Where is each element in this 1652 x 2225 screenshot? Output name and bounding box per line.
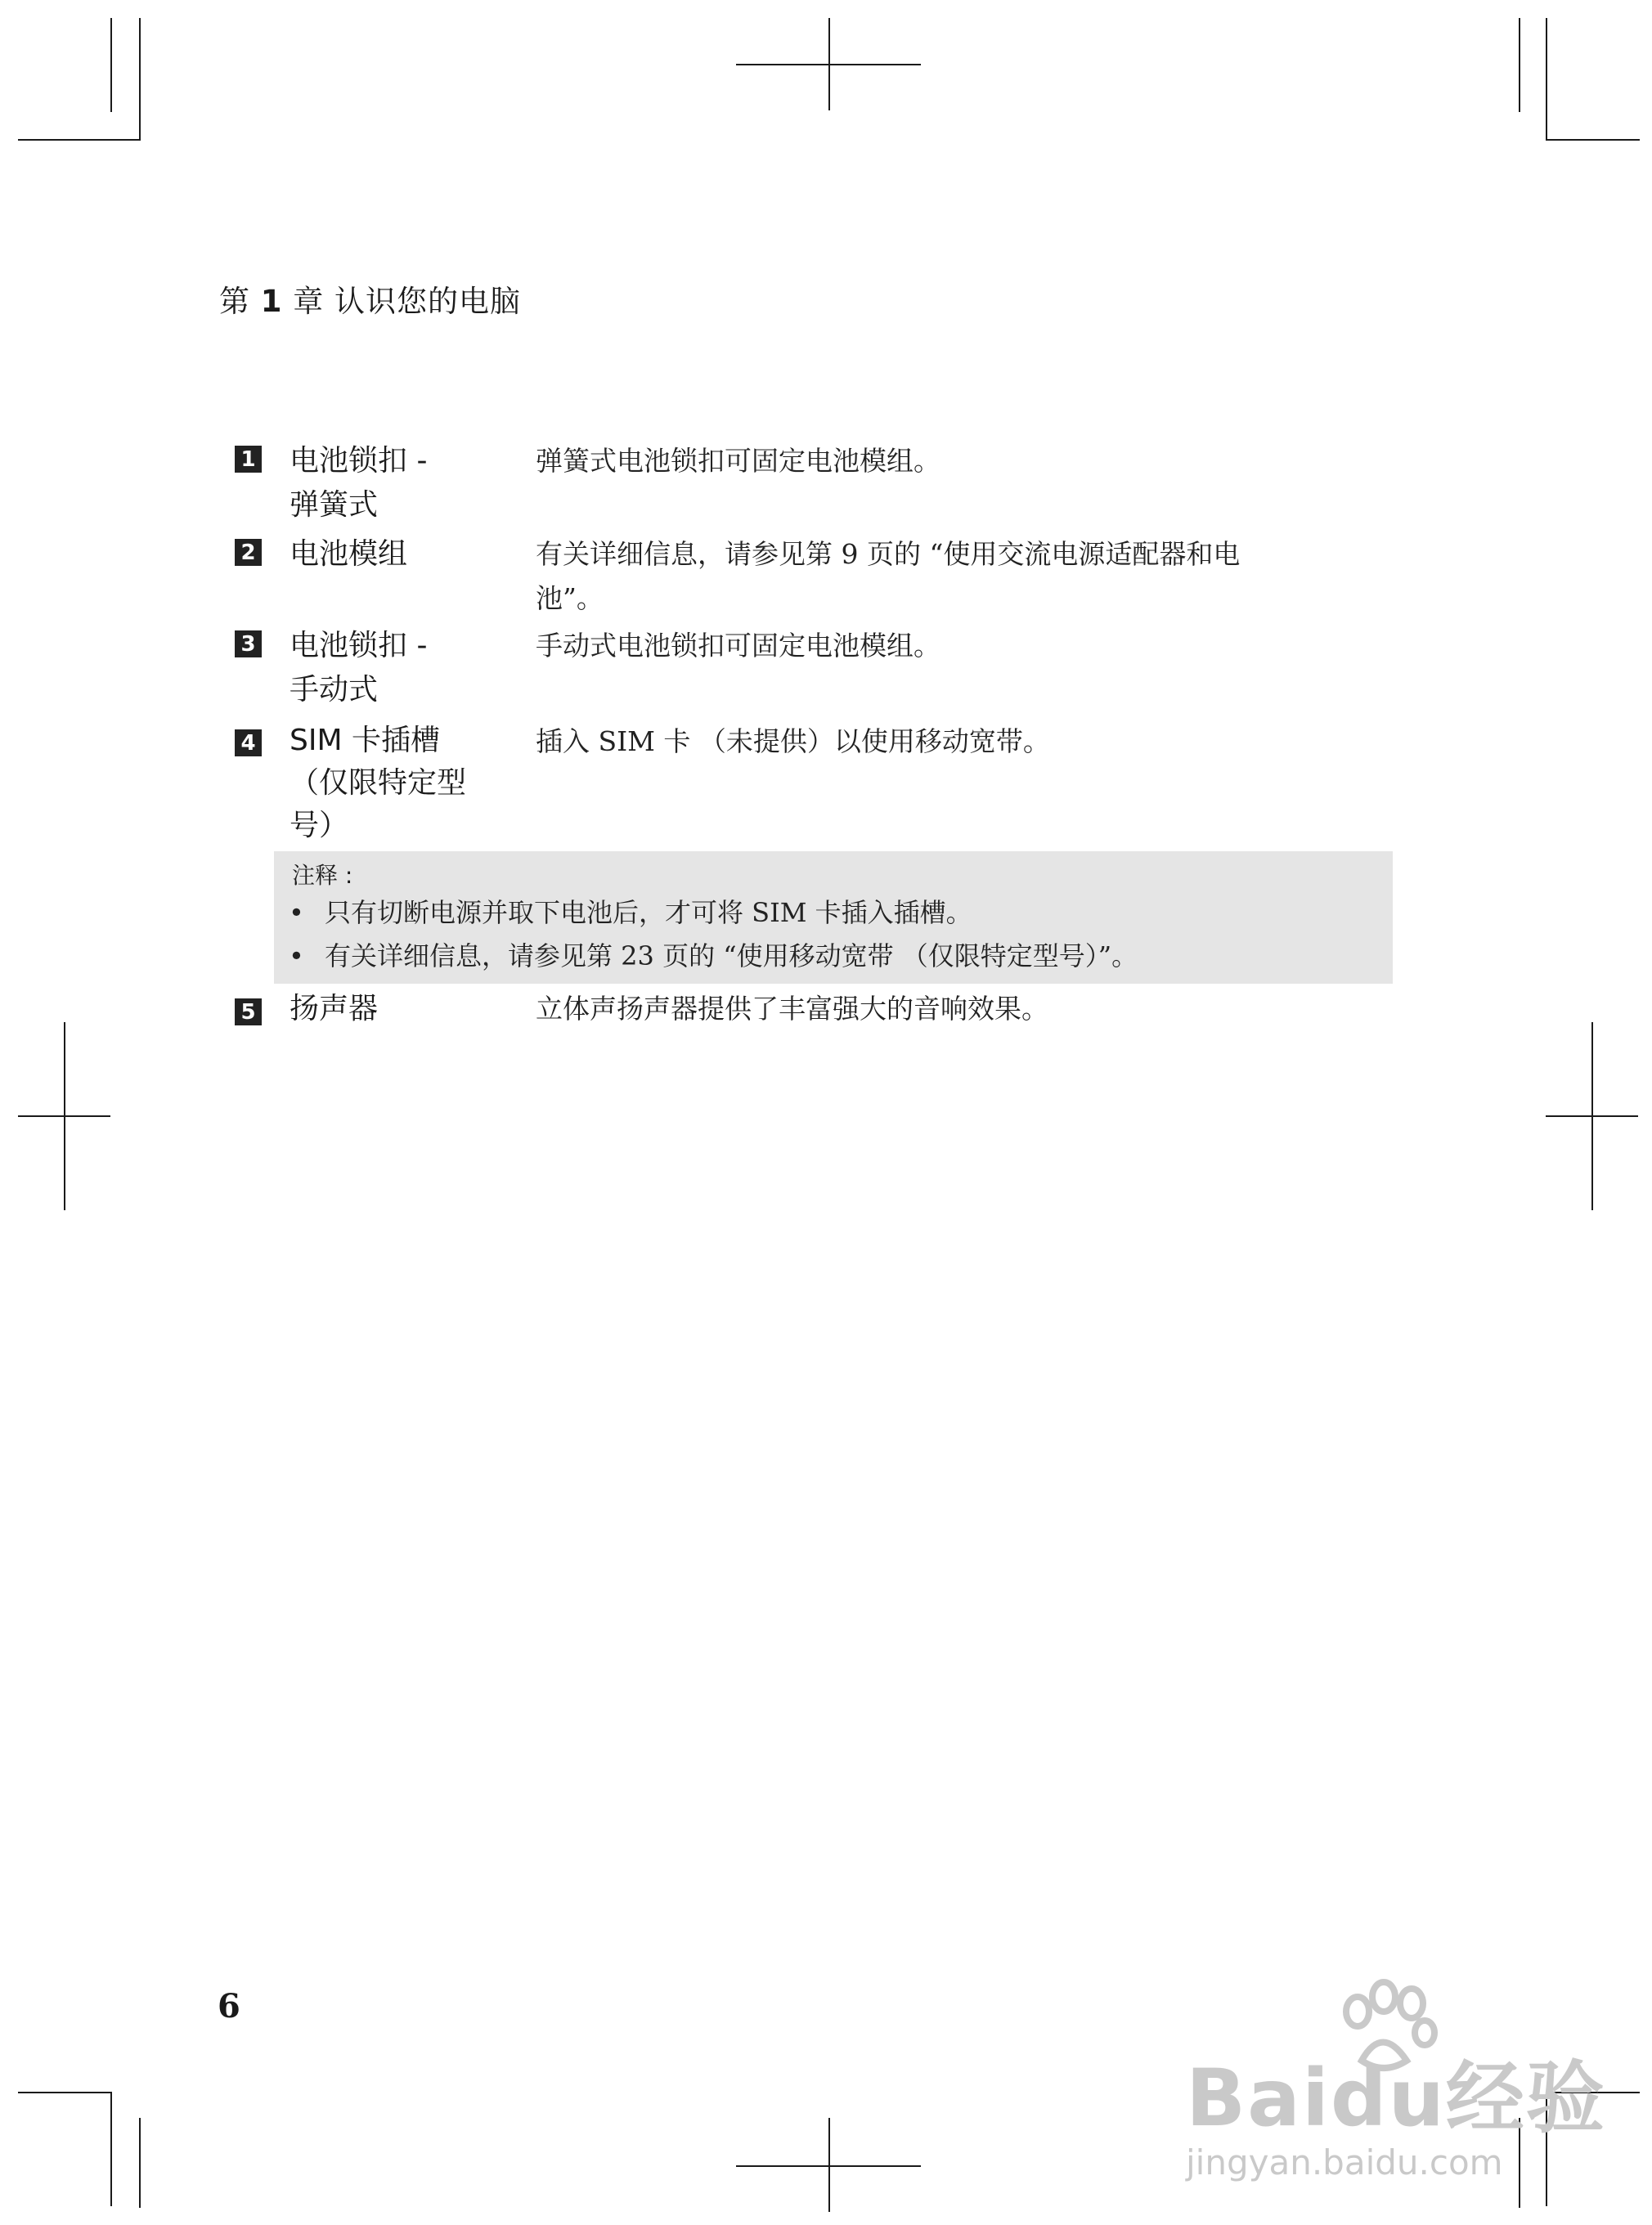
watermark-url: jingyan.baidu.com [1186,2142,1503,2182]
item-description [536,987,1353,1031]
item-description [536,439,1353,483]
crop-mark [18,2092,112,2093]
term-line: 扬声器 [290,992,379,1025]
desc-line: 手动式电池锁扣可固定电池模组。 [536,630,940,662]
note-title: 注释 : [292,862,353,889]
term-line: 弹簧式 [290,488,379,522]
item-number-badge: 3 [235,630,262,657]
item-number-badge: 5 [235,998,262,1025]
bullet-icon: • [289,940,304,971]
desc-line: 有关详细信息，请参见第 9 页的 “使用交流电源适配器和电 [536,538,1241,570]
page-number: 6 [218,1987,240,2025]
crop-mark [110,18,112,112]
watermark-brand: Baidu经验 [1186,2052,1606,2144]
crop-mark [736,64,921,65]
term-line: 电池锁扣 - [290,444,428,478]
term-line: （仅限特定型 [290,766,467,800]
crop-mark [139,2118,141,2208]
note-text: 有关详细信息，请参见第 23 页的 “使用移动宽带 （仅限特定型号）”。 [325,940,1138,971]
item-description [536,532,1353,621]
term-line: 手动式 [290,673,379,707]
crop-mark [736,2165,921,2167]
note-bullet-item [289,892,972,930]
chapter-number: 1 [260,284,283,319]
crop-mark [1546,18,1547,141]
term-line: 电池模组 [290,537,408,571]
item-description [536,720,1353,764]
crop-mark [1519,18,1520,112]
term-line: SIM 卡插槽 [290,724,440,757]
item-number-badge: 4 [235,729,262,756]
note-box [274,851,1393,984]
item-term [290,532,486,576]
watermark [1186,1979,1606,2191]
item-term [290,720,486,847]
note-text: 只有切断电源并取下电池后，才可将 SIM 卡插入插槽。 [325,897,972,928]
item-number-badge: 2 [235,539,262,566]
chapter-heading [219,276,521,321]
desc-line: 弹簧式电池锁扣可固定电池模组。 [536,445,940,477]
crop-mark [1546,139,1640,141]
item-number-badge: 1 [235,446,262,473]
desc-line: 插入 SIM 卡 （未提供）以使用移动宽带。 [536,725,1050,757]
bullet-icon: • [289,897,304,928]
crop-mark [139,18,141,141]
chapter-prefix: 第 [219,284,250,319]
item-description [536,624,1353,668]
term-line: 号） [290,809,349,842]
term-line: 电池锁扣 - [290,629,428,662]
item-term [290,624,486,712]
desc-line: 立体声扬声器提供了丰富强大的音响效果。 [536,993,1048,1025]
crop-mark [110,2092,112,2206]
crop-mark [1546,1115,1638,1117]
item-term [290,439,486,527]
crop-mark [18,139,141,141]
chapter-title: 章 认识您的电脑 [293,284,522,319]
item-term [290,987,486,1031]
crop-mark [18,1115,110,1117]
note-bullet-item [289,935,1138,973]
desc-line: 池”。 [536,582,604,614]
